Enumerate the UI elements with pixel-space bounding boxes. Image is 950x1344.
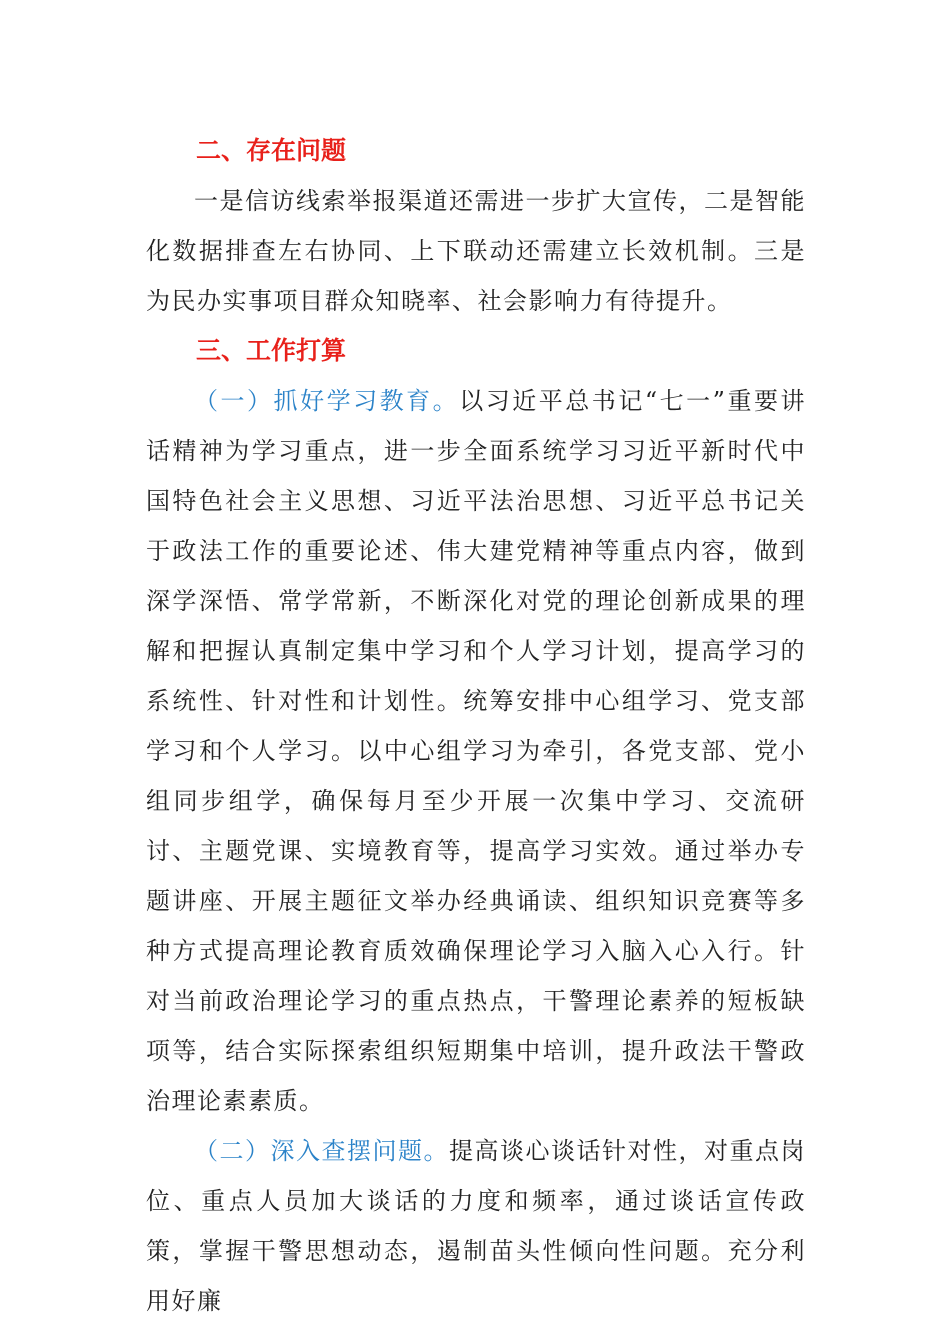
item-1-body: 以习近平总书记“七一”重要讲话精神为学习重点，进一步全面系统学习习近平新时代中国特色社会主义思想、习近平法治思想、习近平总书记关于政法工作的重要论述、伟大建党精神等重点内容，做到深学深悟、常学常新，不断深化对党的理论创新成果的理解和把握认真制定集中学习和个人学习计划，提高学习的系统性、针对性和计划性。统筹安排中心组学习、党支部学习和个人学习。以中心组学习为牵引，各党支部、党小组同步组学，确保每月至少开展一次集中学习、交流研讨、主题党课、实境教育等，提高学习实效。通过举办专题讲座、开展主题征文举办经典诵读、组织知识竞赛等多种方式提高理论教育质效确保理论学习入脑入心入行。针对当前政治理论学习的重点热点，干警理论素养的短板缺项等，结合实际探索组织短期集中培训，提升政法干警政治理论素素质。 (146, 387, 806, 1115)
problems-paragraph: 一是信访线索举报渠道还需进一步扩大宣传，二是智能化数据排查左右协同、上下联动还需建立长效机制。三是为民办实事项目群众知晓率、社会影响力有待提升。 (146, 187, 806, 315)
section-heading-problems: 二、存在问题 (196, 136, 347, 165)
section-heading-work-plan: 三、工作打算 (196, 336, 347, 365)
item-2-body: 提高谈心谈话针对性，对重点岗位、重点人员加大谈话的力度和频率，通过谈话宣传政策，掌握干警思想动态，遏制苗头性倾向性问题。充分利用好廉 (146, 1137, 806, 1315)
item-1-lead: （一）抓好学习教育。 (194, 387, 460, 415)
work-plan-item-2 (146, 1126, 806, 1326)
item-2-lead: （二）深入查摆问题。 (194, 1137, 449, 1165)
document-body (146, 126, 806, 1326)
work-plan-item-1 (146, 376, 806, 1126)
